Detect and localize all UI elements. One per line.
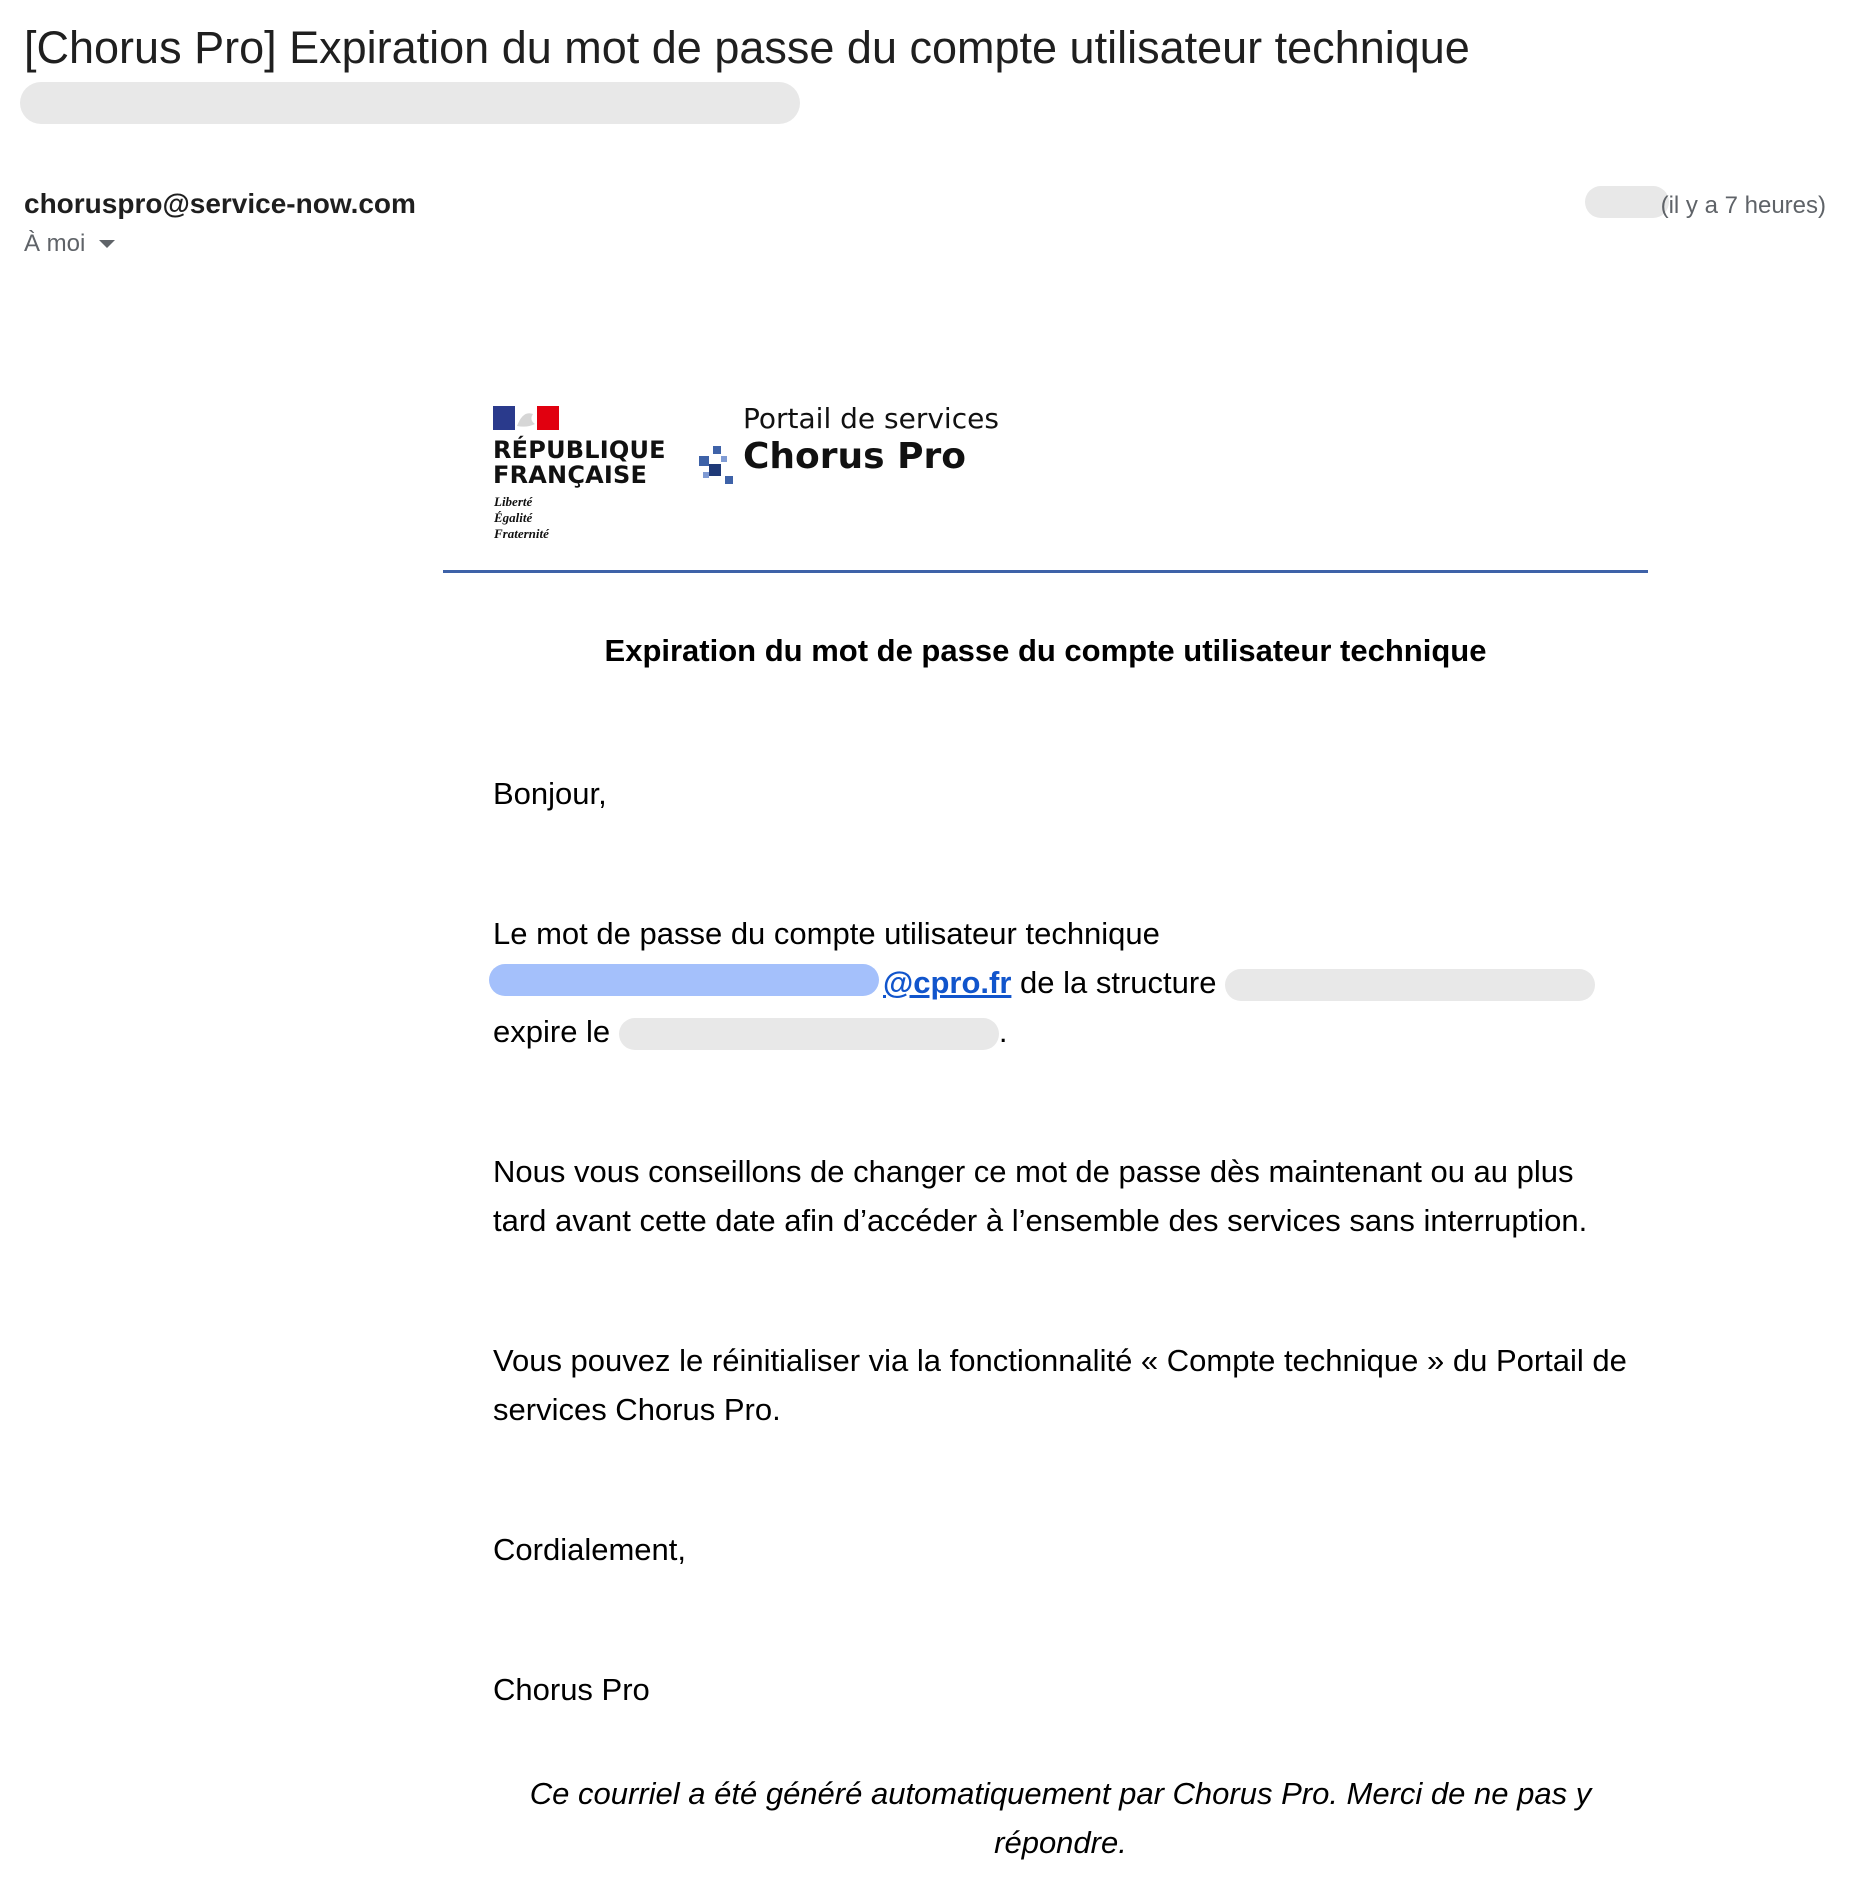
- chorus-pro-label: Chorus Pro: [743, 436, 966, 477]
- para1-expire: expire le: [493, 1014, 611, 1049]
- email-header-logos: [443, 380, 1648, 570]
- redacted-date: [1585, 186, 1669, 218]
- paragraph-advice: Nous vous conseillons de changer ce mot de passe dès maintenant ou au plus tard avant cette date afin d’accéder à l’ensemble des services sans interruption.: [493, 1154, 1588, 1238]
- sender-email[interactable]: choruspro@service-now.com: [24, 188, 416, 219]
- header-divider: [443, 570, 1648, 573]
- redacted-structure: [1225, 969, 1595, 1001]
- marianne-flag-icon: [493, 406, 559, 430]
- technical-account-link-wrap: [493, 958, 1011, 1007]
- para1-line1: Le mot de passe du compte utilisateur technique: [493, 916, 1160, 951]
- chorus-pro-logo-icon: [695, 442, 739, 486]
- email-heading: Expiration du mot de passe du compte utilisateur technique: [604, 633, 1487, 668]
- greeting: Bonjour,: [493, 776, 607, 811]
- redacted-expiry-date: [619, 1018, 999, 1050]
- redacted-account-name: [489, 964, 879, 996]
- republique-motto: Liberté Égalité Fraternité: [494, 494, 549, 541]
- paragraph-password-expiry: [493, 909, 1628, 1056]
- auto-generated-notice: Ce courriel a été généré automatiquement par Chorus Pro. Merci de ne pas y répondre.: [529, 1776, 1592, 1860]
- chevron-down-icon: [99, 240, 115, 248]
- technical-account-email-link[interactable]: @cpro.fr: [883, 965, 1012, 1000]
- timestamp: (il y a 7 heures): [1660, 192, 1826, 219]
- signature: Chorus Pro: [493, 1672, 650, 1707]
- closing: Cordialement,: [493, 1532, 686, 1567]
- email-content: [443, 769, 1648, 1714]
- para1-end: .: [998, 1014, 1008, 1049]
- redacted-labels: [20, 82, 800, 124]
- portail-de-services-label: Portail de services: [743, 402, 999, 435]
- email-body: [443, 380, 1648, 1867]
- paragraph-reset: Vous pouvez le réinitialiser via la fonctionnalité « Compte technique » du Portail de services Chorus Pro.: [493, 1343, 1627, 1427]
- recipient-dropdown[interactable]: [24, 230, 115, 258]
- recipient-label: À moi: [24, 230, 86, 257]
- republique-francaise-label: RÉPUBLIQUE FRANÇAISE: [493, 436, 666, 489]
- para1-structure: de la structure: [1011, 965, 1226, 1000]
- email-subject: [Chorus Pro] Expiration du mot de passe du compte utilisateur technique: [24, 22, 1470, 73]
